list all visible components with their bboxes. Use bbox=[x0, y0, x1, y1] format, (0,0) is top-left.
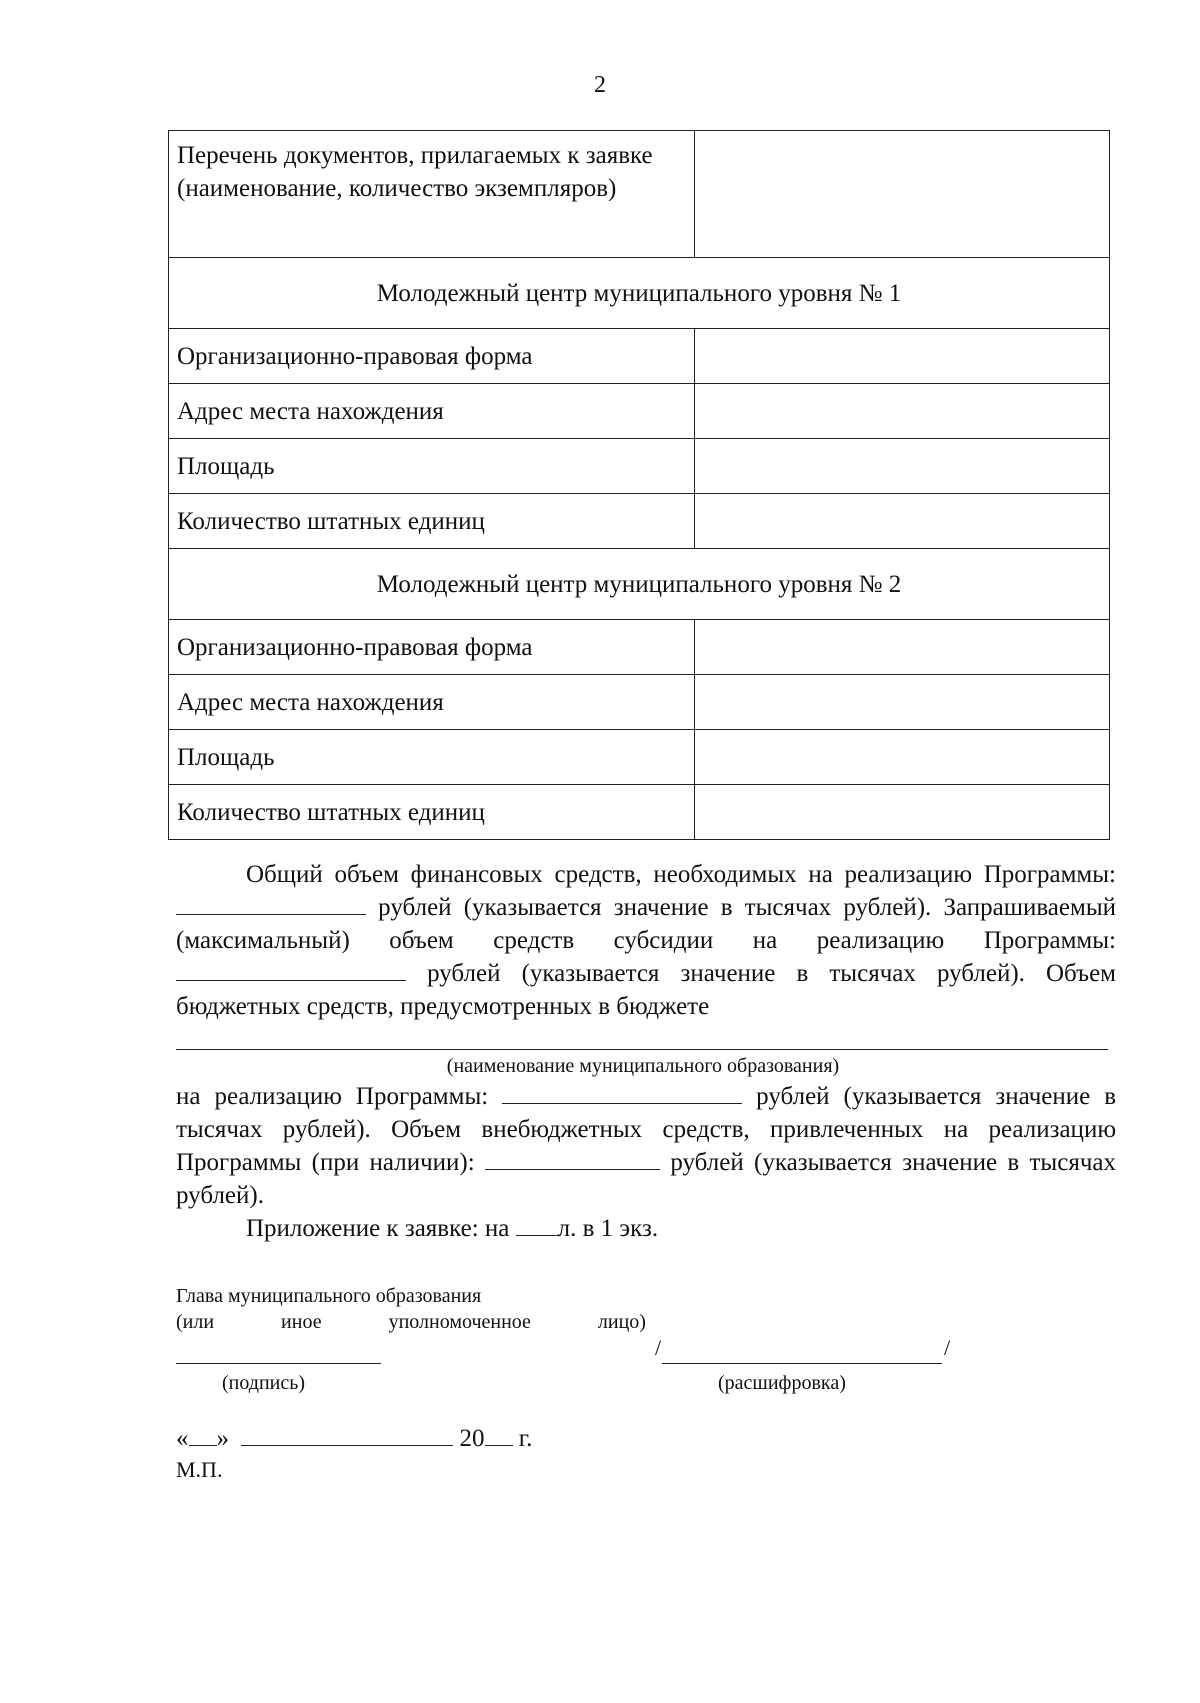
field-label: Количество штатных единиц bbox=[169, 494, 695, 549]
year-suffix: г. bbox=[518, 1425, 533, 1452]
total-funds-blank[interactable] bbox=[176, 892, 366, 915]
subtitle-word: иное bbox=[281, 1311, 322, 1333]
table-row bbox=[169, 439, 1110, 494]
field-value[interactable] bbox=[695, 439, 1110, 494]
signature-line[interactable] bbox=[176, 1363, 381, 1364]
documents-list-label: Перечень документов, прилагаемых к заявке (наименование, количество экземпляров) bbox=[169, 131, 695, 258]
section-title-2: Молодежный центр муниципального уровня № 2 bbox=[169, 549, 1110, 620]
stamp-place: М.П. bbox=[176, 1457, 223, 1482]
day-blank[interactable] bbox=[189, 1423, 217, 1446]
table-row bbox=[169, 494, 1110, 549]
field-value[interactable] bbox=[695, 384, 1110, 439]
month-blank[interactable] bbox=[241, 1423, 453, 1446]
field-value[interactable] bbox=[695, 675, 1110, 730]
field-label: Адрес места нахождения bbox=[169, 384, 695, 439]
field-value[interactable] bbox=[695, 620, 1110, 675]
table-row bbox=[169, 730, 1110, 785]
budget-paragraph bbox=[176, 1080, 1116, 1212]
subtitle-word: уполномоченное bbox=[388, 1311, 531, 1333]
slash-right: / bbox=[944, 1335, 951, 1360]
field-value[interactable] bbox=[695, 730, 1110, 785]
appendix-prefix: Приложение к заявке: на bbox=[246, 1215, 510, 1242]
paragraph-text: рублей (указывается значение в тысячах рублей). Объем бюджетных средств, предусмотренных в бюджете bbox=[176, 960, 1116, 1020]
documents-list-value[interactable] bbox=[695, 131, 1110, 258]
appendix-sheets-blank[interactable] bbox=[516, 1213, 558, 1236]
table-row bbox=[169, 675, 1110, 730]
subsidy-amount-blank[interactable] bbox=[176, 958, 406, 981]
table-row bbox=[169, 620, 1110, 675]
field-value[interactable] bbox=[695, 329, 1110, 384]
decode-line[interactable] bbox=[662, 1363, 942, 1364]
table-row bbox=[169, 384, 1110, 439]
table-row bbox=[169, 329, 1110, 384]
signatory-title: Глава муниципального образования bbox=[176, 1285, 482, 1307]
appendix-suffix: л. в 1 экз. bbox=[557, 1215, 659, 1242]
subtitle-word: лицо) bbox=[597, 1311, 646, 1333]
page-number: 2 bbox=[594, 72, 606, 98]
date-close-quote: » bbox=[216, 1425, 229, 1452]
date-open-quote: « bbox=[176, 1425, 189, 1452]
section-row-1 bbox=[169, 258, 1110, 329]
municipality-name-line[interactable] bbox=[176, 1049, 1108, 1050]
slash-left: / bbox=[655, 1335, 662, 1360]
appendix-line bbox=[246, 1212, 1046, 1245]
budget-funds-blank[interactable] bbox=[502, 1081, 742, 1104]
financing-paragraph bbox=[176, 858, 1116, 1023]
year-prefix: 20 bbox=[459, 1425, 485, 1452]
section-title-1: Молодежный центр муниципального уровня № 1 bbox=[169, 258, 1110, 329]
paragraph-text: рублей (указывается значение в тысячах рублей). bbox=[176, 1149, 1116, 1209]
field-label: Организационно-правовая форма bbox=[169, 329, 695, 384]
field-label: Организационно-правовая форма bbox=[169, 620, 695, 675]
application-table bbox=[168, 130, 1110, 840]
table-row-documents bbox=[169, 131, 1110, 258]
paragraph-text: рублей (указывается значение в тысячах рублей). Запрашиваемый (максимальный) объем средств субсидии на реализацию Программы: bbox=[176, 894, 1116, 954]
subtitle-word: (или bbox=[176, 1311, 215, 1333]
signatory-subtitle bbox=[176, 1311, 646, 1334]
field-label: Площадь bbox=[169, 730, 695, 785]
field-value[interactable] bbox=[695, 494, 1110, 549]
year-blank[interactable] bbox=[485, 1423, 513, 1446]
paragraph-text: Общий объем финансовых средств, необходимых на реализацию Программы: bbox=[246, 861, 1116, 888]
field-label: Площадь bbox=[169, 439, 695, 494]
decode-caption: (расшифровка) bbox=[718, 1372, 846, 1394]
table-row bbox=[169, 785, 1110, 840]
section-row-2 bbox=[169, 549, 1110, 620]
extrabudget-funds-blank[interactable] bbox=[485, 1147, 660, 1170]
field-label: Количество штатных единиц bbox=[169, 785, 695, 840]
paragraph-text: на реализацию Программы: bbox=[176, 1083, 489, 1110]
field-value[interactable] bbox=[695, 785, 1110, 840]
date-line bbox=[176, 1423, 532, 1453]
signature-caption: (подпись) bbox=[222, 1372, 306, 1394]
municipality-caption: (наименование муниципального образования) bbox=[446, 1055, 840, 1077]
paragraph-text: рублей (указывается значение в тысячах рублей). Объем внебюджетных средств, привлеченных на реализацию Программы (при наличии): bbox=[176, 1083, 1117, 1176]
field-label: Адрес места нахождения bbox=[169, 675, 695, 730]
